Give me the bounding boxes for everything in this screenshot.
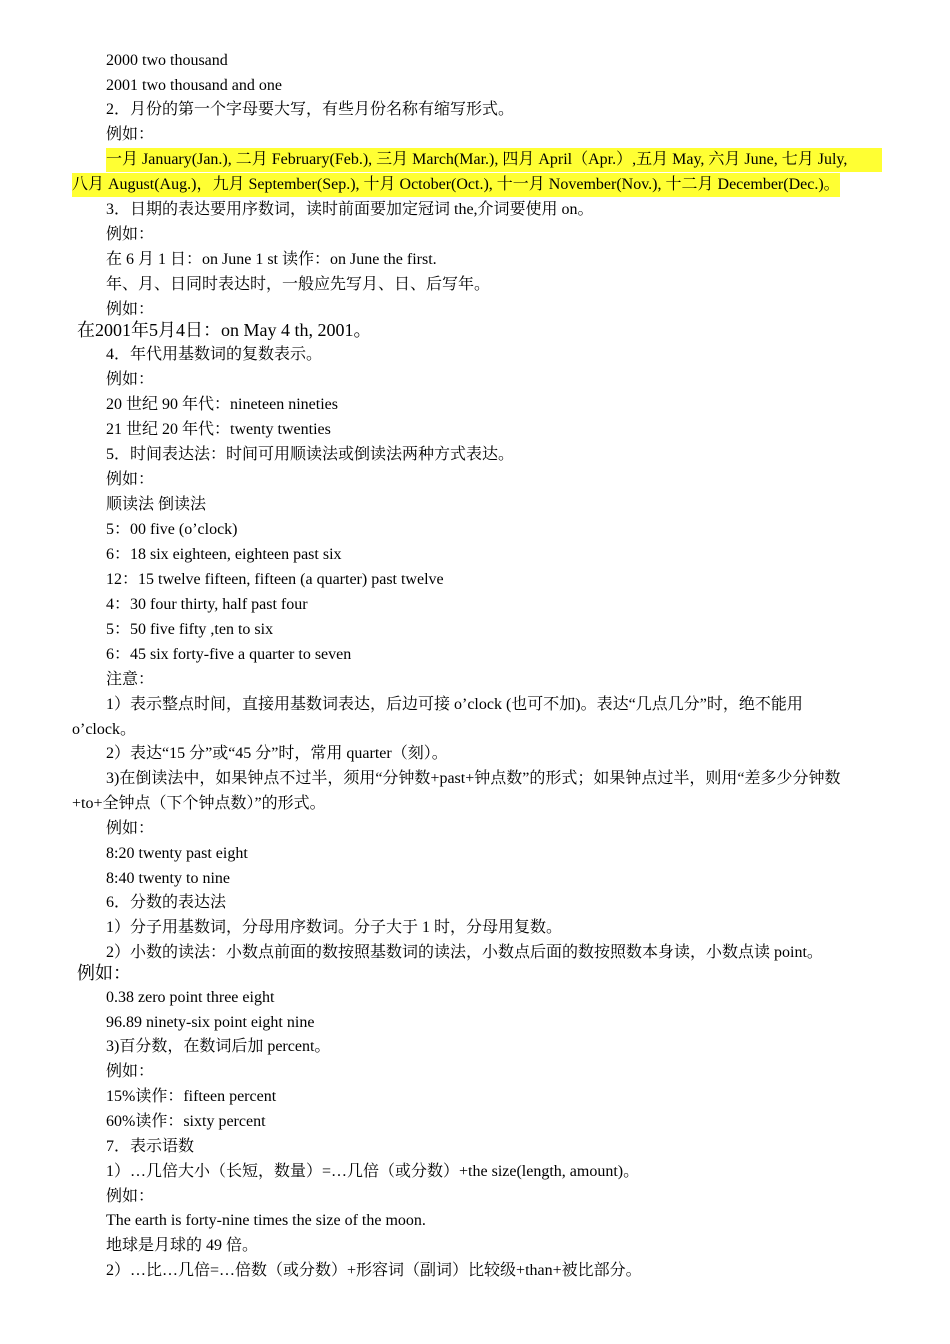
text-line: 例如： bbox=[106, 226, 155, 243]
text-line: +to+全钟点（下个钟点数）”的形式。 bbox=[72, 795, 326, 812]
text-line: 例如： bbox=[106, 371, 155, 388]
text-line: 在 6 月 1 日：on June 1 st 读作：on June the first. bbox=[106, 251, 437, 268]
text-line: o’clock。 bbox=[72, 721, 136, 738]
text-line: 在2001年5月4日：on May 4 th, 2001。 bbox=[77, 320, 372, 340]
text-line: 2001 two thousand and one bbox=[106, 77, 282, 94]
text-line: 2000 two thousand bbox=[106, 52, 228, 69]
text-line: 5：00 five (o’clock) bbox=[106, 521, 238, 538]
text-line: 例如： bbox=[77, 963, 131, 983]
text-line: 7．表示语数 bbox=[106, 1138, 195, 1155]
text-line: 1）…几倍大小（长短，数量）=…几倍（或分数）+the size(length, amount)。 bbox=[106, 1163, 640, 1180]
text-line: 顺读法 倒读法 bbox=[106, 496, 207, 513]
text-line: 96.89 ninety-six point eight nine bbox=[106, 1014, 315, 1031]
text-line: 21 世纪 20 年代：twenty twenties bbox=[106, 421, 331, 438]
text-line: 4：30 four thirty, half past four bbox=[106, 596, 308, 613]
text-line: 6：18 six eighteen, eighteen past six bbox=[106, 546, 342, 563]
text-line: 20 世纪 90 年代：nineteen nineties bbox=[106, 396, 338, 413]
text-line: 例如： bbox=[106, 126, 155, 143]
highlighted-months-line-1: 一月 January(Jan.), 二月 February(Feb.), 三月 March(Mar.), 四月 April（Apr.）,五月 May, 六月 June, 七月 July, bbox=[106, 148, 882, 172]
text-line: 8:20 twenty past eight bbox=[106, 845, 248, 862]
text-line: 例如： bbox=[106, 301, 155, 318]
text-line: 2．月份的第一个字母要大写，有些月份名称有缩写形式。 bbox=[106, 101, 515, 118]
text-line: 例如： bbox=[106, 1063, 155, 1080]
text-line: 2）…比…几倍=…倍数（或分数）+形容词（副词）比较级+than+被比部分。 bbox=[106, 1262, 642, 1279]
text-line: 5：50 five fifty ,ten to six bbox=[106, 621, 274, 638]
text-line: 6．分数的表达法 bbox=[106, 894, 227, 911]
highlighted-months-line-2: 八月 August(Aug.)，九月 September(Sep.), 十月 October(Oct.), 十一月 November(Nov.), 十二月 December(Dec.)。 bbox=[72, 173, 840, 197]
text-line: 注意： bbox=[106, 671, 155, 688]
text-line: 例如： bbox=[106, 1188, 155, 1205]
text-line: 3)百分数，在数词后加 percent。 bbox=[106, 1038, 331, 1055]
text-line: 60%读作：sixty percent bbox=[106, 1113, 266, 1130]
text-line: 例如： bbox=[106, 820, 155, 837]
text-line: 2）表达“15 分”或“45 分”时，常用 quarter（刻）。 bbox=[106, 745, 448, 762]
text-line: 1）表示整点时间，直接用基数词表达，后边可接 o’clock (也可不加)。表达“几点几分”时，绝不能用 bbox=[106, 696, 803, 713]
text-line: 15%读作：fifteen percent bbox=[106, 1088, 277, 1105]
text-line: 年、月、日同时表达时，一般应先写月、日、后写年。 bbox=[106, 276, 491, 293]
text-line: 3)在倒读法中，如果钟点不过半，须用“分钟数+past+钟点数”的形式；如果钟点过半，则用“差多少分钟数 bbox=[106, 770, 841, 787]
text-line: 地球是月球的 49 倍。 bbox=[106, 1237, 259, 1254]
text-line: 2）小数的读法：小数点前面的数按照基数词的读法，小数点后面的数按照数本身读，小数点读 point。 bbox=[106, 944, 823, 961]
text-line: 12：15 twelve fifteen, fifteen (a quarter) past twelve bbox=[106, 571, 444, 588]
text-line: 4．年代用基数词的复数表示。 bbox=[106, 346, 323, 363]
text-line: 6：45 six forty-five a quarter to seven bbox=[106, 646, 352, 663]
text-line: 5．时间表达法：时间可用顺读法或倒读法两种方式表达。 bbox=[106, 446, 515, 463]
text-line: 1）分子用基数词，分母用序数词。分子大于 1 时，分母用复数。 bbox=[106, 919, 563, 936]
text-line: 3．日期的表达要用序数词，读时前面要加定冠词 the,介词要使用 on。 bbox=[106, 201, 594, 218]
text-line: The earth is forty-nine times the size of the moon. bbox=[106, 1212, 426, 1229]
text-line: 8:40 twenty to nine bbox=[106, 870, 230, 887]
text-line: 例如： bbox=[106, 471, 155, 488]
text-line: 0.38 zero point three eight bbox=[106, 989, 275, 1006]
